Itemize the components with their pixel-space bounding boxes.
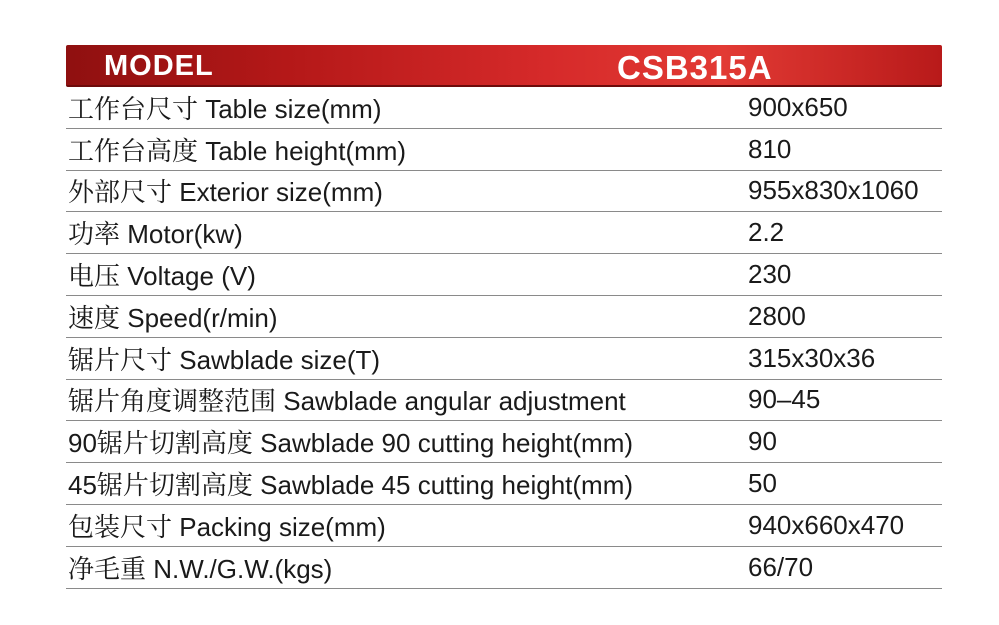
spec-row-exterior-size [66,171,942,213]
spec-label: 45锯片切割高度 Sawblade 45 cutting height(mm) [68,470,634,501]
spec-label: 包装尺寸 Packing size(mm) [68,511,386,542]
spec-value: 66/70 [748,551,814,582]
spec-value: 940x660x470 [748,509,905,540]
model-value: CSB315A [617,49,773,86]
spec-label: 速度 Speed(r/min) [68,302,278,333]
spec-value: 2.2 [748,217,785,248]
spec-label: 锯片角度调整范围 Sawblade angular adjustment [68,386,626,417]
spec-value: 2800 [748,300,806,331]
spec-value: 955x830x1060 [748,175,919,206]
spec-label: 锯片尺寸 Sawblade size(T) [68,344,381,375]
spec-row-table-height [66,129,942,171]
spec-row-speed [66,296,942,338]
spec-row-motor [66,212,942,254]
spec-row-voltage [66,254,942,296]
spec-label: 工作台高度 Table height(mm) [68,135,407,166]
spec-row-cutting-height-45 [66,463,942,505]
spec-value: 900x650 [748,91,848,122]
spec-row-sawblade-angular [66,380,942,422]
spec-label: 外部尺寸 Exterior size(mm) [68,177,383,208]
spec-row-sawblade-size [66,338,942,380]
spec-value: 90–45 [748,384,821,415]
spec-table [66,45,942,589]
spec-value: 315x30x36 [748,342,876,373]
spec-row-cutting-height-90 [66,421,942,463]
spec-rows [66,87,942,589]
spec-label: 净毛重 N.W./G.W.(kgs) [68,553,333,584]
spec-label: 90锯片切割高度 Sawblade 90 cutting height(mm) [68,428,634,459]
spec-row-table-size [66,87,942,129]
spec-row-packing-size [66,505,942,547]
model-label: MODEL [104,50,214,82]
spec-value: 810 [748,133,792,164]
spec-value: 230 [748,259,792,290]
spec-value: 90 [748,426,777,457]
spec-label: 电压 Voltage (V) [68,261,256,292]
spec-value: 50 [748,468,777,499]
spec-label: 功率 Motor(kw) [68,219,243,250]
table-header [66,45,942,87]
spec-row-weight [66,547,942,589]
spec-label: 工作台尺寸 Table size(mm) [68,93,382,124]
